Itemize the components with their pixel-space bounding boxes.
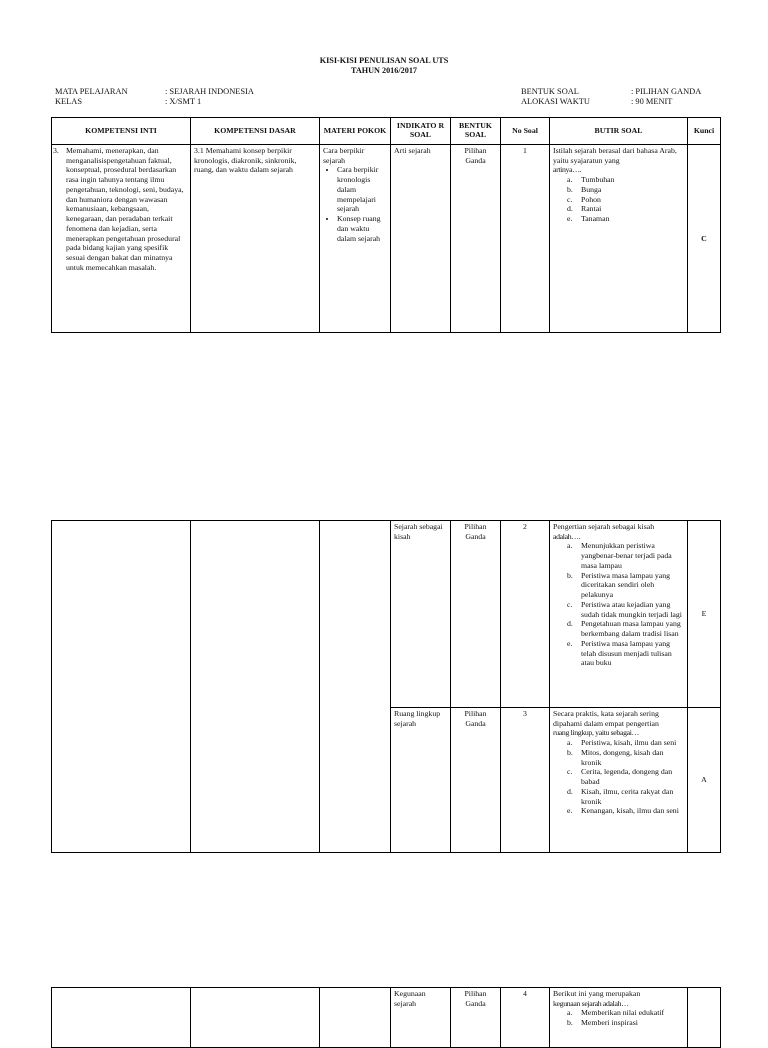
option-item: [567, 619, 684, 638]
option-text: Peristiwa masa lampau yang telah disusun menjadi tulisan atau buku: [581, 638, 672, 668]
meta-label: MATA PELAJARAN: [55, 87, 128, 96]
header-materi-pokok: MATERI POKOK: [320, 118, 391, 145]
bentuk-cell: Pilihan Ganda: [451, 145, 501, 333]
meta-value: : X/SMT 1: [165, 97, 202, 106]
option-text: Kisah, ilmu, cerita rakyat dan kronik: [581, 786, 674, 806]
meta-label: KELAS: [55, 97, 82, 106]
table-row: [52, 988, 721, 1048]
option-text: Pengetahuan masa lampau yang berkembang dalam tradisi lisan: [581, 619, 681, 639]
kompetensi-inti-cell: [52, 988, 191, 1048]
kunci-cell: A: [688, 708, 721, 853]
kompetensi-dasar-cell: [191, 988, 320, 1048]
options-list: [553, 1008, 684, 1027]
meta-value: : PILIHAN GANDA: [631, 87, 702, 96]
option-letter: c.: [567, 599, 573, 609]
meta-right: [521, 87, 701, 107]
question-stem: Berikut ini yang merupakan: [553, 989, 641, 998]
question-stem: Pengertian sejarah sebagai kisah: [553, 522, 655, 531]
header-bentuk-soal: BENTUK SOAL: [451, 118, 501, 145]
no-soal-cell: 1: [501, 145, 550, 333]
option-item: [567, 738, 684, 748]
ki-number: 3.: [53, 146, 59, 155]
option-text: Tumbuhan: [581, 175, 615, 185]
meta-label: BENTUK SOAL: [521, 87, 579, 96]
question-stem-tail: artinya….: [553, 165, 582, 175]
indikator-cell: Arti sejarah: [391, 145, 451, 333]
option-letter: d.: [567, 619, 573, 629]
question-stem-tail: ruang lingkup, yaitu sebagai…: [553, 728, 639, 738]
question-stem-tail: kegunaan sejarah adalah…: [553, 998, 629, 1008]
kompetensi-dasar-cell: [191, 521, 320, 853]
option-letter: b.: [567, 184, 573, 194]
option-item: [567, 175, 684, 185]
option-letter: e.: [567, 806, 573, 816]
option-text: Peristiwa, kisah, ilmu dan seni: [581, 738, 677, 748]
option-text: Rantai: [581, 204, 602, 214]
option-text: Kenangan, kisah, ilmu dan seni: [581, 806, 679, 816]
kompetensi-inti-cell: [52, 145, 191, 333]
option-letter: e.: [567, 638, 573, 648]
meta-value: : 90 MENIT: [631, 97, 673, 106]
options-list: [553, 175, 684, 224]
kunci-cell: [688, 988, 721, 1048]
table-row: [52, 521, 721, 708]
option-text: Peristiwa masa lampau yang diceritakan sendiri oleh pelakunya: [581, 570, 670, 600]
option-letter: d.: [567, 786, 573, 796]
meta-value: : SEJARAH INDONESIA: [165, 87, 254, 96]
indikator-cell: Kegunaan sejarah: [391, 988, 451, 1048]
option-item: [567, 204, 684, 214]
header-indikator-soal: INDIKATO R SOAL: [391, 118, 451, 145]
kompetensi-dasar-cell: 3.1 Memahami konsep berpikir kronologis, diakronik, sinkronik, ruang, dan waktu dalam sejarah: [191, 145, 320, 333]
kompetensi-inti-cell: [52, 521, 191, 853]
option-item: [567, 600, 684, 619]
question-stem-tail: adalah….: [553, 531, 581, 541]
option-item: [567, 571, 684, 600]
question-stem: Secara praktis, kata sejarah sering dipahami dalam empat pengertian: [553, 709, 659, 728]
header-butir-soal: BUTIR SOAL: [550, 118, 688, 145]
header-no-soal: No Soal: [501, 118, 550, 145]
meta-left: [55, 87, 254, 107]
meta-label: ALOKASI WAKTU: [521, 97, 590, 106]
option-text: Tanaman: [581, 214, 610, 224]
kisi-table-page-2: [51, 520, 721, 853]
option-letter: b.: [567, 747, 573, 757]
no-soal-cell: 2: [501, 521, 550, 708]
option-item: [567, 1008, 684, 1018]
option-letter: c.: [567, 194, 573, 204]
option-item: [567, 185, 684, 195]
materi-list: [323, 165, 387, 243]
option-text: Menunjukkan peristiwa yangbenar-benar terjadi pada masa lampau: [581, 541, 672, 570]
option-letter: b.: [567, 570, 573, 580]
option-text: Peristiwa atau kejadian yang sudah tidak mungkin terjadi lagi: [581, 599, 682, 619]
option-letter: e.: [567, 214, 573, 224]
table-header-row: [52, 118, 721, 145]
document-title: KISI-KISI PENULISAN SOAL UTS: [319, 56, 449, 65]
option-item: [567, 787, 684, 806]
bentuk-cell: Pilihan Ganda: [451, 521, 501, 708]
option-item: [567, 639, 684, 668]
bentuk-cell: Pilihan Ganda: [451, 988, 501, 1048]
option-letter: d.: [567, 204, 573, 214]
option-letter: a.: [567, 738, 573, 748]
materi-pokok-cell: [320, 988, 391, 1048]
header-kunci: Kunci: [688, 118, 721, 145]
kisi-table-page-3: [51, 987, 721, 1048]
materi-item: • Konsep ruang dan waktu dalam sejarah: [337, 214, 387, 243]
question-stem: Istilah sejarah berasal dari bahasa Arab, yaitu syajaratun yang: [553, 146, 677, 165]
option-item: [567, 767, 684, 786]
option-item: [567, 214, 684, 224]
option-item: [567, 806, 684, 816]
bentuk-cell: Pilihan Ganda: [451, 708, 501, 853]
option-letter: a.: [567, 1008, 573, 1018]
option-text: Memberi inspirasi: [581, 1018, 638, 1028]
option-item: [567, 1018, 684, 1028]
document-subtitle: TAHUN 2016/2017: [350, 66, 418, 75]
option-letter: a.: [567, 541, 573, 551]
materi-intro: Cara berpikir sejarah: [323, 146, 365, 165]
option-letter: a.: [567, 175, 573, 185]
indikator-cell: Ruang lingkup sejarah: [391, 708, 451, 853]
header-kompetensi-inti: KOMPETENSI INTI: [52, 118, 191, 145]
no-soal-cell: 3: [501, 708, 550, 853]
butir-soal-cell: [550, 521, 688, 708]
kunci-cell: E: [688, 521, 721, 708]
butir-soal-cell: [550, 145, 688, 333]
header-kompetensi-dasar: KOMPETENSI DASAR: [191, 118, 320, 145]
ki-text: Memahami, menerapkan, dan menganalisispengetahuan faktual, konseptual, prosedural berdasarkan rasa ingin tahunya tentang ilmu pengetahuan, teknologi, seni, budaya, dan humaniora dengan wawasan kemanusiaan, kebangsaan, kenegaraan, dan peradaban terkait fenomena dan kejadian, serta menerapkan pengetahuan prosedural pada bidang kajian yang spesifik sesuai dengan bakat dan minatnya untuk memecahkan masalah.: [66, 146, 184, 272]
options-list: [553, 541, 684, 668]
materi-pokok-cell: [320, 145, 391, 333]
materi-pokok-cell: [320, 521, 391, 853]
options-list: [553, 738, 684, 816]
butir-soal-cell: [550, 708, 688, 853]
option-letter: b.: [567, 1018, 573, 1028]
no-soal-cell: 4: [501, 988, 550, 1048]
materi-item: • Cara berpikir kronologis dalam mempelajari sejarah: [337, 165, 387, 214]
kunci-cell: C: [688, 145, 721, 333]
option-item: [567, 748, 684, 767]
option-text: Pohon: [581, 194, 601, 204]
option-item: [567, 195, 684, 205]
option-text: Cerita, legenda, dongeng dan babad: [581, 767, 673, 787]
option-text: Memberikan nilai edukatif: [581, 1008, 665, 1018]
butir-soal-cell: [550, 988, 688, 1048]
kisi-table-page-1: [51, 117, 721, 333]
option-item: [567, 541, 684, 570]
option-text: Bunga: [581, 184, 602, 194]
option-text: Mitos, dongeng, kisah dan kronik: [581, 747, 664, 767]
table-row: [52, 145, 721, 333]
option-letter: c.: [567, 767, 573, 777]
indikator-cell: Sejarah sebagai kisah: [391, 521, 451, 708]
